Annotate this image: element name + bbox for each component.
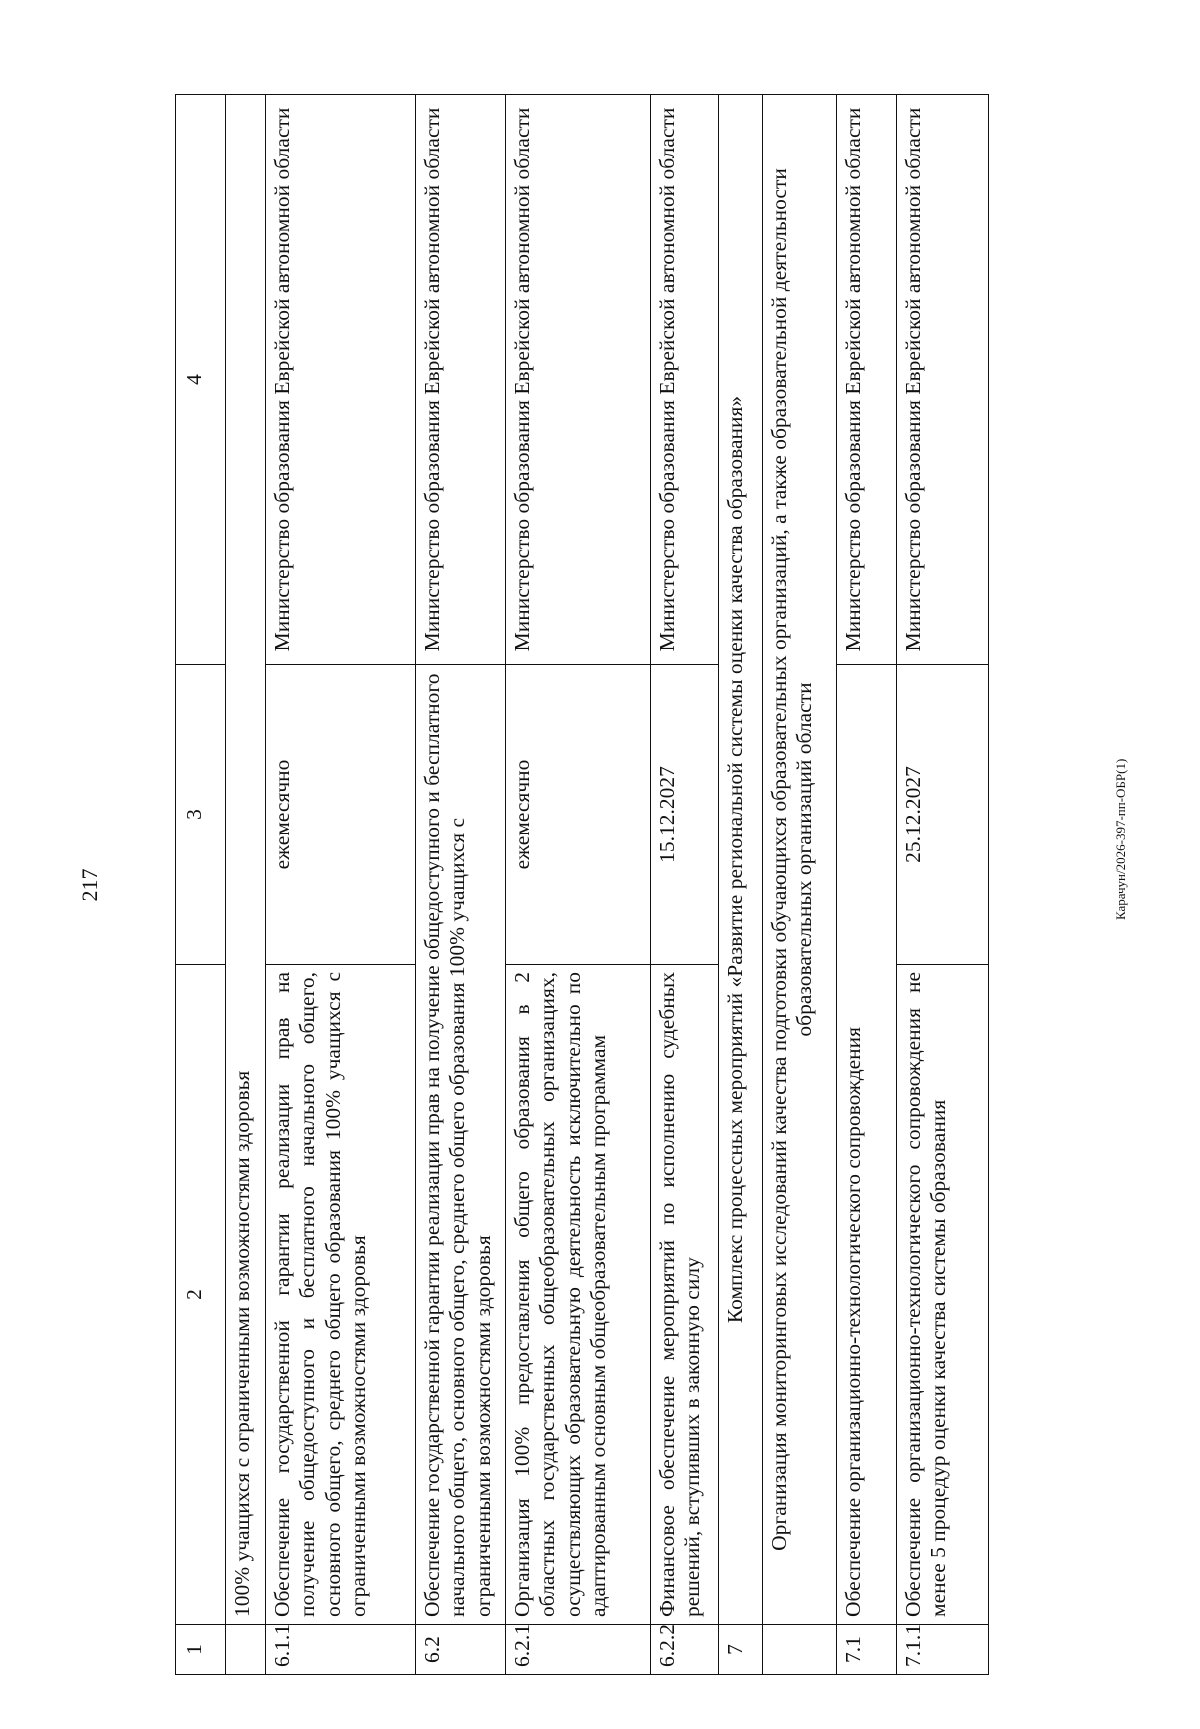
header-col-1: 1: [176, 1625, 226, 1675]
table-row: [897, 95, 989, 1675]
row-text: Организация 100% предоставления общего образования в 2 областных государственных общеобразовательных организациях, осуществляющих образовательную деятельность исключительно по адаптированным основным общеобразовательным программам: [506, 965, 651, 1625]
row-term: ежемесячно: [266, 665, 416, 965]
table-row: [763, 95, 837, 1675]
row-term: ежемесячно: [506, 665, 651, 965]
row-text: Обеспечение организационно-технологического сопровождения не менее 5 процедур оценки качества системы образования: [897, 965, 989, 1625]
header-col-2: 2: [176, 965, 226, 1625]
table-header-row: [176, 95, 226, 1675]
row-responsible: Министерство образования Еврейской автономной области: [266, 95, 416, 665]
page-number: 217: [77, 868, 102, 902]
table-row: [837, 95, 897, 1675]
row-id: 6.2.2: [651, 1625, 719, 1675]
row-id: [763, 1625, 837, 1675]
row-id: 7: [719, 1625, 763, 1675]
row-responsible: Министерство образования Еврейской автономной области: [506, 95, 651, 665]
row-responsible: Министерство образования Еврейской автономной области: [837, 95, 897, 665]
row-term: 15.12.2027: [651, 665, 719, 965]
row-text: Организация мониторинговых исследований качества подготовки обучающихся образовательных организаций, а также образовательной деятельности образовательных организаций области: [763, 95, 837, 1625]
rotated-table-container: [175, 95, 1075, 1675]
row-id: [226, 1625, 266, 1675]
table-row: [651, 95, 719, 1675]
row-text: Обеспечение организационно-технологического сопровождения: [837, 665, 897, 1625]
row-text: Обеспечение государственной гарантии реализации прав на получение общедоступного и бесплатного начального общего, основного общего, среднего общего образования 100% учащихся с ограниченными возможностями здоровья: [266, 965, 416, 1625]
row-text: 100% учащихся с ограниченными возможностями здоровья: [226, 95, 266, 1625]
footer: [1113, 320, 1137, 920]
row-text: Комплекс процессных мероприятий «Развитие региональной системы оценки качества образования»: [719, 95, 763, 1625]
header-col-4: 4: [176, 95, 226, 665]
row-id: 7.1: [837, 1625, 897, 1675]
table-row: [719, 95, 763, 1675]
row-responsible: Министерство образования Еврейской автономной области: [651, 95, 719, 665]
row-id: 6.2.1: [506, 1625, 651, 1675]
table-row: [506, 95, 651, 1675]
row-id: 7.1.1: [897, 1625, 989, 1675]
footer-code: Карачун/2026-397-пп-ОБР(1): [1113, 758, 1128, 920]
row-text: Обеспечение государственной гарантии реализации прав на получение общедоступного и бесплатного начального общего, основного общего, среднего общего образования 100% учащихся с ограниченными возможностями здоровья: [416, 665, 506, 1625]
row-id: 6.1.1: [266, 1625, 416, 1675]
row-text: Финансовое обеспечение мероприятий по исполнению судебных решений, вступивших в законную силу: [651, 965, 719, 1625]
row-responsible: Министерство образования Еврейской автономной области: [416, 95, 506, 665]
table-row: [226, 95, 266, 1675]
header-col-3: 3: [176, 665, 226, 965]
measures-table: [175, 94, 989, 1675]
table-row: [416, 95, 506, 1675]
table-row: [266, 95, 416, 1675]
row-id: 6.2: [416, 1625, 506, 1675]
row-responsible: Министерство образования Еврейской автономной области: [897, 95, 989, 665]
row-term: 25.12.2027: [897, 665, 989, 965]
